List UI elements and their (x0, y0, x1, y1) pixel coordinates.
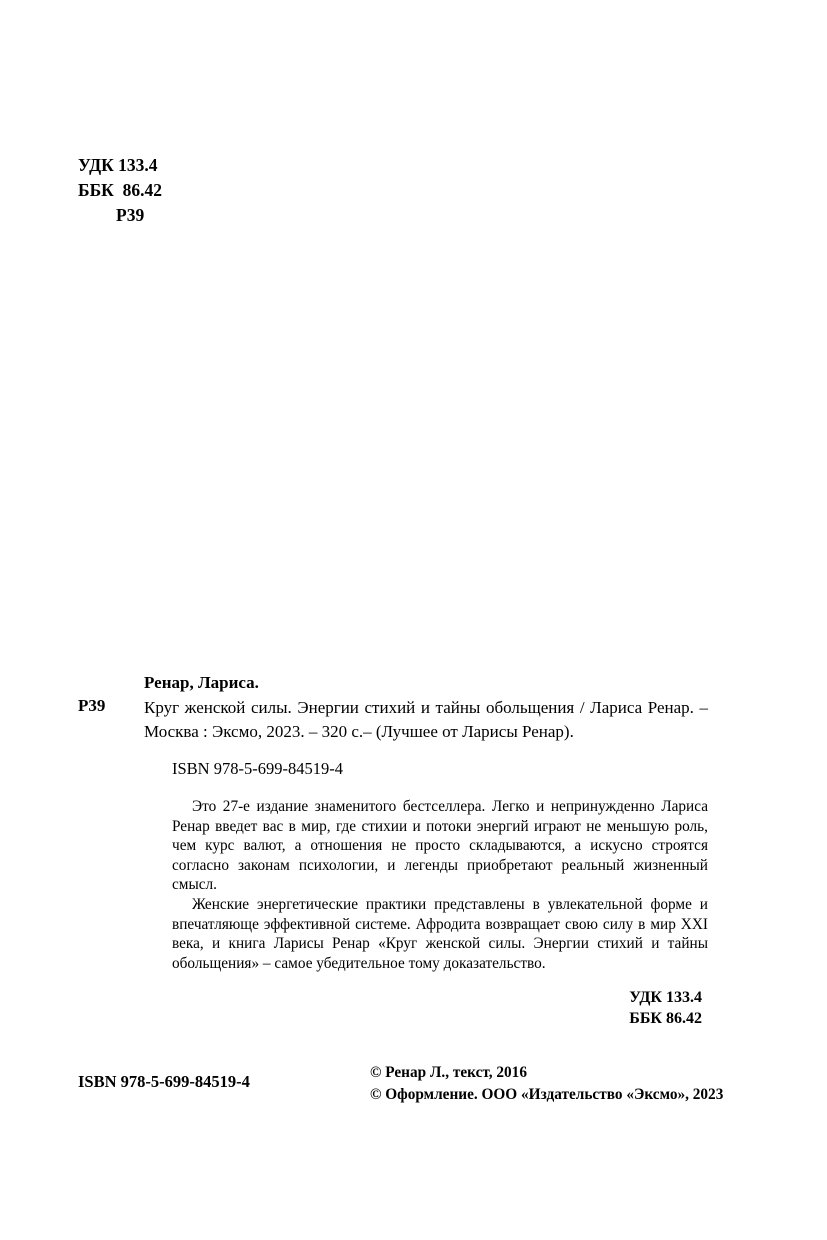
bbk-code-bottom: ББК 86.42 (629, 1010, 702, 1028)
udk-code-bottom: УДК 133.4 (629, 989, 702, 1007)
record-title: Круг женской силы. Энергии стихий и тайны обольщения / Лариса Ренар. – Москва : Эксмо, 2023. – 320 с.– (Лучшее от Ларисы Ренар). (144, 698, 708, 741)
record-author: Ренар, Лариса. (144, 673, 259, 692)
copyright-text: © Ренар Л., текст, 2016 (370, 1064, 527, 1081)
copyright-block (370, 1062, 724, 1106)
footer-isbn: ISBN 978-5-699-84519-4 (78, 1072, 250, 1091)
bibliographic-record (78, 672, 708, 1029)
classification-bottom (78, 987, 702, 1029)
annotation-block (172, 797, 708, 973)
record-title-row (78, 696, 708, 743)
copyright-design: © Оформление. ООО «Издательство «Эксмо», 2023 (370, 1086, 724, 1103)
page-footer (78, 1062, 724, 1106)
udk-code-top: УДК 133.4 (78, 155, 158, 175)
record-isbn: ISBN 978-5-699-84519-4 (172, 759, 343, 778)
annotation-paragraph: Женские энергетические практики представлены в увлекательной форме и впечатляюще эффективной системе. Афродита возвращает свою силу в мир XXI века, и книга Ларисы Ренар «Круг женской силы. Энергии стихий и тайны обольщения» – самое убедительное тому доказательство. (172, 895, 708, 972)
record-shelf-mark: Р39 (78, 696, 106, 715)
annotation-paragraph: Это 27-е издание знаменитого бестселлера. Легко и непринужденно Лариса Ренар введет вас в мир, где стихии и потоки энергий играют не меньшую роль, чем курс валют, а отношения не просто складываются, а искусно строятся согласно законам психологии, и легенды приобретают реальный жизненный смысл. (172, 798, 708, 894)
classification-block (78, 153, 278, 228)
shelf-sign-top: Р39 (116, 205, 145, 225)
bbk-code-top: ББК 86.42 (78, 180, 162, 200)
